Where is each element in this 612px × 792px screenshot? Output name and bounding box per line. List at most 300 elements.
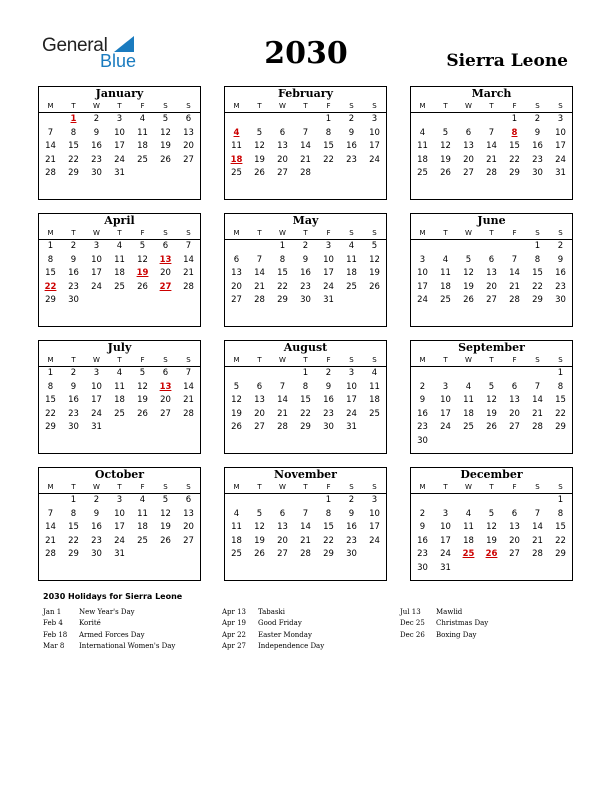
day-cell: 11: [114, 254, 125, 265]
day-cell: 26: [160, 535, 171, 546]
weekday-label: S: [526, 354, 549, 367]
weekday-label: S: [363, 100, 386, 113]
day-cell: 4: [348, 241, 355, 251]
day-cell: 12: [137, 254, 148, 265]
empty-day-cell: [225, 113, 248, 127]
day-cell: 5: [139, 368, 146, 378]
weekday-label: W: [271, 354, 294, 367]
day-cell: 14: [509, 268, 520, 278]
day-cell: 17: [555, 141, 566, 151]
weekday-label: F: [131, 354, 154, 367]
day-cell: 16: [91, 141, 102, 151]
day-cell: 31: [440, 562, 451, 573]
day-cell: 7: [47, 127, 54, 138]
day-cell: 14: [532, 395, 543, 405]
day-cell: 2: [70, 241, 77, 251]
holiday-name: Christmas Day: [436, 619, 489, 628]
day-cell: 20: [463, 154, 474, 165]
month-april: [38, 213, 201, 327]
day-cell: 18: [463, 535, 474, 546]
holiday-name: International Women's Day: [79, 642, 176, 651]
day-cell: 27: [183, 535, 194, 546]
day-cell: 8: [325, 127, 332, 138]
holiday-date: Apr 19: [222, 619, 247, 628]
day-cell: 26: [231, 422, 242, 432]
day-cell: 29: [323, 549, 334, 559]
holiday-day-cell: 13: [159, 381, 172, 392]
holiday-row: [222, 630, 324, 641]
day-cell: 19: [254, 535, 265, 546]
weekday-label: T: [248, 227, 271, 240]
day-cell: 26: [369, 281, 380, 292]
day-cell: 25: [231, 168, 242, 178]
day-cell: 23: [346, 535, 357, 546]
weekday-label: S: [549, 100, 572, 113]
day-cell: 21: [300, 154, 311, 165]
day-cell: 7: [185, 368, 192, 378]
month-march: [410, 86, 573, 200]
weekday-label: W: [457, 354, 480, 367]
day-cell: 4: [419, 127, 426, 138]
day-cell: 5: [371, 241, 378, 251]
day-cell: 14: [254, 268, 265, 278]
holiday-row: [222, 607, 324, 618]
day-cell: 1: [279, 241, 286, 251]
day-cell: 18: [137, 141, 148, 151]
weekday-label: T: [248, 481, 271, 494]
day-cell: 23: [91, 535, 102, 546]
weekday-label: W: [85, 354, 108, 367]
day-cell: 3: [325, 241, 332, 251]
day-cell: 6: [256, 381, 263, 392]
empty-day-cell: [294, 494, 317, 508]
day-cell: 19: [254, 154, 265, 165]
day-cell: 22: [555, 535, 566, 546]
day-cell: 6: [488, 254, 495, 265]
day-cell: 26: [137, 408, 148, 419]
weekday-label: W: [271, 227, 294, 240]
weekday-label: M: [39, 481, 62, 494]
weekday-label: S: [177, 354, 200, 367]
day-cell: 17: [369, 141, 380, 151]
day-cell: 17: [440, 408, 451, 419]
weekday-label: M: [225, 227, 248, 240]
day-cell: 8: [47, 254, 54, 265]
day-cell: 29: [300, 422, 311, 432]
day-cell: 23: [555, 281, 566, 292]
day-cell: 21: [509, 281, 520, 292]
holiday-row: [400, 607, 488, 618]
holiday-day-cell: 19: [136, 268, 149, 278]
day-cell: 13: [509, 395, 520, 405]
day-cell: 22: [555, 408, 566, 419]
day-cell: 3: [348, 368, 355, 378]
holiday-row: [43, 630, 175, 641]
day-cell: 18: [417, 154, 428, 165]
day-cell: 9: [93, 508, 100, 519]
holiday-name: Tabaski: [258, 608, 286, 616]
day-cell: 28: [300, 549, 311, 559]
weekday-label: S: [363, 227, 386, 240]
weekday-label: S: [340, 481, 363, 494]
weekday-label: S: [340, 227, 363, 240]
holiday-date: Feb 18: [43, 630, 68, 639]
day-grid: [411, 354, 572, 450]
day-cell: 28: [509, 295, 520, 305]
day-cell: 26: [463, 295, 474, 305]
day-cell: 2: [557, 241, 564, 251]
weekday-label: F: [503, 354, 526, 367]
holiday-day-cell: 8: [511, 127, 518, 138]
day-grid: [411, 481, 572, 577]
day-cell: 6: [511, 508, 518, 519]
day-cell: 12: [440, 141, 451, 151]
month-name: December: [460, 468, 523, 481]
day-cell: 27: [231, 295, 242, 305]
day-cell: 11: [231, 141, 242, 151]
holiday-row: [400, 618, 488, 629]
day-cell: 19: [486, 535, 497, 546]
day-cell: 15: [68, 141, 79, 151]
holiday-day-cell: 13: [159, 254, 172, 265]
holiday-name: Easter Monday: [258, 630, 312, 639]
day-cell: 24: [440, 549, 451, 559]
day-cell: 26: [486, 422, 497, 432]
day-cell: 25: [114, 281, 125, 292]
day-cell: 31: [346, 422, 357, 432]
day-cell: 20: [231, 281, 242, 292]
month-june: [410, 213, 573, 327]
day-cell: 15: [300, 395, 311, 405]
day-cell: 7: [511, 254, 518, 265]
month-name: April: [104, 214, 135, 227]
weekday-label: T: [434, 354, 457, 367]
day-cell: 17: [91, 395, 102, 405]
day-cell: 28: [45, 168, 56, 178]
day-cell: 30: [91, 168, 102, 178]
day-cell: 20: [509, 408, 520, 419]
weekday-label: F: [131, 481, 154, 494]
day-cell: 5: [139, 241, 146, 251]
day-cell: 2: [348, 114, 355, 124]
day-cell: 17: [114, 522, 125, 532]
weekday-label: W: [457, 100, 480, 113]
day-cell: 12: [463, 268, 474, 278]
holiday-column: [43, 607, 175, 653]
weekday-label: M: [225, 354, 248, 367]
weekday-label: T: [294, 100, 317, 113]
day-cell: 16: [68, 268, 79, 278]
empty-day-cell: [248, 494, 271, 508]
day-cell: 20: [277, 154, 288, 165]
country-title: Sierra Leone: [446, 51, 568, 71]
day-cell: 8: [47, 381, 54, 392]
day-cell: 16: [91, 522, 102, 532]
weekday-label: F: [131, 227, 154, 240]
holiday-date: Mar 8: [43, 642, 65, 651]
weekday-label: W: [85, 227, 108, 240]
day-cell: 4: [139, 495, 146, 505]
holiday-day-cell: 4: [233, 127, 240, 138]
day-cell: 14: [277, 395, 288, 405]
day-cell: 21: [183, 395, 194, 405]
month-name: May: [292, 214, 319, 227]
holiday-row: [400, 630, 488, 641]
day-cell: 4: [465, 381, 472, 392]
day-cell: 7: [302, 508, 309, 519]
empty-day-cell: [271, 367, 294, 381]
holiday-name: Mawlid: [436, 608, 463, 616]
day-cell: 16: [417, 535, 428, 546]
day-cell: 7: [47, 508, 54, 519]
holiday-day-cell: 22: [44, 281, 57, 292]
day-cell: 11: [346, 254, 357, 265]
day-cell: 15: [532, 268, 543, 278]
day-cell: 11: [137, 508, 148, 519]
day-cell: 18: [137, 522, 148, 532]
day-cell: 1: [511, 114, 518, 124]
month-name: September: [458, 341, 525, 354]
day-cell: 24: [91, 408, 102, 419]
day-cell: 20: [183, 522, 194, 532]
weekday-label: M: [411, 100, 434, 113]
holiday-name: New Year's Day: [79, 608, 135, 616]
day-cell: 10: [555, 127, 566, 138]
empty-day-cell: [457, 367, 480, 381]
day-cell: 8: [70, 508, 77, 519]
weekday-label: M: [411, 354, 434, 367]
day-cell: 6: [162, 368, 169, 378]
weekday-label: T: [62, 481, 85, 494]
day-cell: 7: [488, 127, 495, 138]
empty-day-cell: [457, 240, 480, 254]
day-cell: 8: [302, 381, 309, 392]
day-cell: 9: [557, 254, 564, 265]
day-cell: 2: [325, 368, 332, 378]
day-cell: 2: [93, 114, 100, 124]
day-cell: 24: [369, 154, 380, 165]
day-cell: 22: [323, 154, 334, 165]
day-cell: 19: [137, 395, 148, 405]
day-cell: 30: [417, 562, 428, 573]
day-cell: 25: [417, 168, 428, 178]
day-cell: 10: [417, 268, 428, 278]
day-cell: 13: [254, 395, 265, 405]
holiday-date: Apr 27: [222, 642, 247, 651]
day-cell: 11: [369, 381, 380, 392]
day-cell: 14: [183, 381, 194, 392]
day-cell: 5: [162, 114, 169, 124]
day-cell: 4: [233, 508, 240, 519]
day-cell: 6: [233, 254, 240, 265]
day-cell: 10: [91, 381, 102, 392]
day-cell: 3: [93, 241, 100, 251]
day-cell: 15: [68, 522, 79, 532]
day-cell: 29: [68, 168, 79, 178]
day-cell: 9: [348, 508, 355, 519]
day-cell: 13: [277, 522, 288, 532]
day-cell: 24: [114, 154, 125, 165]
month-november: [224, 467, 387, 581]
day-cell: 23: [417, 549, 428, 559]
weekday-label: T: [108, 481, 131, 494]
holiday-name: Boxing Day: [436, 630, 477, 639]
weekday-label: T: [294, 354, 317, 367]
day-cell: 8: [534, 254, 541, 265]
day-cell: 28: [254, 295, 265, 305]
day-cell: 4: [116, 368, 123, 378]
day-cell: 20: [183, 141, 194, 151]
weekday-label: F: [503, 481, 526, 494]
day-cell: 5: [256, 508, 263, 519]
empty-day-cell: [434, 240, 457, 254]
day-cell: 24: [91, 281, 102, 292]
day-cell: 26: [254, 549, 265, 559]
day-cell: 3: [419, 254, 426, 265]
weekday-label: S: [340, 354, 363, 367]
day-grid: [39, 100, 200, 183]
day-cell: 2: [348, 495, 355, 505]
day-cell: 15: [323, 522, 334, 532]
day-cell: 2: [70, 368, 77, 378]
day-cell: 24: [555, 154, 566, 165]
day-cell: 11: [463, 395, 474, 405]
day-cell: 15: [45, 268, 56, 278]
weekday-label: T: [62, 354, 85, 367]
empty-day-cell: [526, 367, 549, 381]
month-name: June: [477, 214, 506, 227]
day-grid: [39, 227, 200, 310]
weekday-label: F: [317, 481, 340, 494]
holiday-row: [222, 618, 324, 629]
day-cell: 19: [440, 154, 451, 165]
month-name: March: [471, 87, 512, 100]
day-cell: 24: [369, 535, 380, 546]
day-cell: 1: [302, 368, 309, 378]
weekday-label: S: [177, 227, 200, 240]
day-cell: 16: [346, 522, 357, 532]
day-cell: 7: [302, 127, 309, 138]
day-cell: 28: [486, 168, 497, 178]
day-cell: 8: [557, 508, 564, 519]
day-cell: 2: [93, 495, 100, 505]
holiday-day-cell: 27: [159, 281, 172, 292]
empty-day-cell: [480, 240, 503, 254]
day-cell: 10: [114, 127, 125, 138]
day-cell: 22: [45, 408, 56, 419]
empty-day-cell: [434, 494, 457, 508]
day-cell: 24: [346, 408, 357, 419]
day-cell: 1: [47, 368, 54, 378]
weekday-label: F: [317, 227, 340, 240]
empty-day-cell: [411, 113, 434, 127]
day-cell: 12: [369, 254, 380, 265]
day-cell: 30: [323, 422, 334, 432]
month-january: [38, 86, 201, 200]
weekday-label: M: [39, 354, 62, 367]
holiday-row: [43, 607, 175, 618]
day-cell: 20: [254, 408, 265, 419]
day-grid: [411, 100, 572, 183]
day-cell: 16: [323, 395, 334, 405]
day-cell: 28: [277, 422, 288, 432]
weekday-label: T: [108, 227, 131, 240]
empty-day-cell: [39, 113, 62, 127]
empty-day-cell: [411, 367, 434, 381]
day-cell: 1: [557, 368, 564, 378]
day-cell: 29: [555, 422, 566, 432]
day-cell: 31: [555, 168, 566, 178]
weekday-label: F: [317, 100, 340, 113]
logo-text-blue: Blue: [100, 51, 137, 71]
day-cell: 20: [509, 535, 520, 546]
month-name: July: [107, 341, 132, 354]
day-cell: 17: [91, 268, 102, 278]
day-cell: 25: [369, 408, 380, 419]
weekday-label: T: [480, 227, 503, 240]
holiday-date: Jan 1: [43, 608, 62, 616]
day-cell: 8: [557, 381, 564, 392]
day-cell: 10: [369, 508, 380, 519]
day-cell: 1: [325, 114, 332, 124]
day-cell: 27: [509, 549, 520, 559]
weekday-label: M: [411, 481, 434, 494]
day-cell: 27: [160, 408, 171, 419]
weekday-label: S: [549, 481, 572, 494]
day-cell: 3: [442, 381, 449, 392]
empty-day-cell: [411, 240, 434, 254]
day-cell: 6: [185, 495, 192, 505]
day-cell: 4: [371, 368, 378, 378]
logo-text-general: General: [42, 35, 108, 56]
day-cell: 4: [465, 508, 472, 519]
month-name: August: [283, 341, 328, 354]
holiday-row: [43, 641, 175, 652]
day-cell: 16: [555, 268, 566, 278]
day-grid: [225, 481, 386, 564]
empty-day-cell: [480, 367, 503, 381]
weekday-label: T: [62, 227, 85, 240]
weekday-label: W: [85, 100, 108, 113]
day-cell: 15: [323, 141, 334, 151]
day-cell: 16: [346, 141, 357, 151]
day-cell: 2: [302, 241, 309, 251]
day-cell: 12: [486, 522, 497, 532]
day-cell: 11: [231, 522, 242, 532]
day-cell: 23: [417, 422, 428, 432]
day-cell: 1: [70, 495, 77, 505]
month-name: February: [277, 87, 333, 100]
day-cell: 21: [277, 408, 288, 419]
day-cell: 10: [369, 127, 380, 138]
empty-day-cell: [480, 494, 503, 508]
day-cell: 26: [160, 154, 171, 165]
day-cell: 10: [91, 254, 102, 265]
day-cell: 14: [300, 141, 311, 151]
day-cell: 13: [486, 268, 497, 278]
day-cell: 19: [160, 141, 171, 151]
day-cell: 24: [440, 422, 451, 432]
day-cell: 4: [139, 114, 146, 124]
day-cell: 9: [325, 381, 332, 392]
empty-day-cell: [225, 367, 248, 381]
day-cell: 30: [417, 435, 428, 446]
empty-day-cell: [225, 494, 248, 508]
day-cell: 27: [463, 168, 474, 178]
empty-day-cell: [503, 240, 526, 254]
day-cell: 10: [323, 254, 334, 265]
day-cell: 7: [534, 381, 541, 392]
